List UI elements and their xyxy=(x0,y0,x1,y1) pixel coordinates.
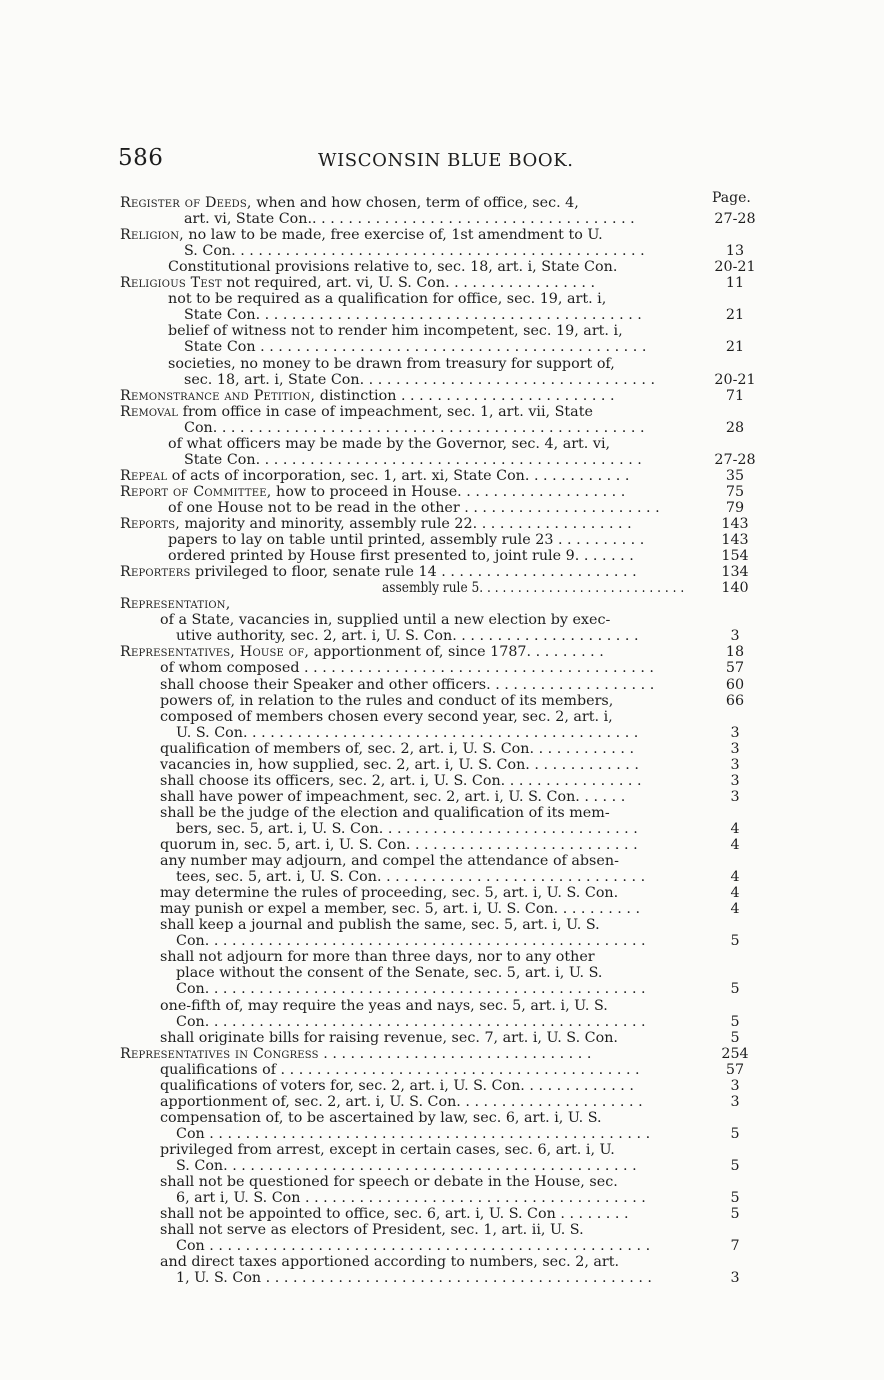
index-line xyxy=(0,580,884,596)
page-reference: 7 xyxy=(730,1238,740,1255)
index-entry-text xyxy=(160,885,618,901)
index-entry-text xyxy=(120,468,629,484)
index-entry-detail: apportionment of, since 1787. . . . . . . . . xyxy=(309,644,604,661)
index-entry-text xyxy=(168,532,644,548)
index-line xyxy=(0,693,884,709)
page-reference: 5 xyxy=(730,981,740,998)
page-reference: 154 xyxy=(721,548,749,565)
index-entry-detail: place without the consent of the Senate, sec. 5, art. i, U. S. xyxy=(176,965,603,982)
page-reference: 134 xyxy=(721,564,749,581)
index-entry-text xyxy=(176,1014,646,1030)
index-entry-text xyxy=(168,291,606,307)
index-entry-text xyxy=(120,516,632,532)
index-entry-text xyxy=(160,917,600,933)
index-entry-detail: State Con. . . . . . . . . . . . . . . . . . . . . . . . . . . . . . . . . . . . . . . . . . . xyxy=(184,451,642,468)
index-line xyxy=(0,532,884,548)
index-entry-detail: not to be required as a qualification for office, sec. 19, art. i, xyxy=(168,291,607,308)
index-heading: Remonstrance and Petition, xyxy=(120,387,316,404)
index-entry-detail: privileged from arrest, except in certain cases, sec. 6, art. i, U. xyxy=(160,1141,615,1158)
index-entry-text xyxy=(160,1142,615,1158)
index-entry-text xyxy=(120,388,615,404)
page-reference: 79 xyxy=(725,499,745,516)
index-entry-text xyxy=(160,1078,634,1094)
index-line xyxy=(0,1030,884,1046)
index-entry-text xyxy=(160,805,610,821)
index-entry-detail: shall not be appointed to office, sec. 6, art. i, U. S. Con . . . . . . . . xyxy=(160,1206,629,1223)
page-reference: 3 xyxy=(730,756,740,773)
index-entry-text xyxy=(160,1222,584,1238)
index-line xyxy=(0,853,884,869)
index-line xyxy=(0,677,884,693)
page-reference: 21 xyxy=(725,307,745,324)
index-entry-text xyxy=(160,693,613,709)
index-line xyxy=(0,323,884,339)
index-entry-detail: of a State, vacancies in, supplied until a new election by exec- xyxy=(160,612,611,629)
index-entry-detail: shall be the judge of the election and qualification of its mem- xyxy=(160,804,610,821)
page-reference: 60 xyxy=(725,676,745,693)
index-entry-detail: composed of members chosen every second year, sec. 2, art. i, xyxy=(160,708,613,725)
index-line xyxy=(0,757,884,773)
index-entry-detail: may punish or expel a member, sec. 5, art. i, U. S. Con. . . . . . . . . . xyxy=(160,901,641,918)
index-entry-text xyxy=(120,195,579,211)
index-heading: Removal xyxy=(120,403,179,420)
index-line xyxy=(0,1094,884,1110)
index-entry-text xyxy=(184,211,635,227)
page-column-header: Page. xyxy=(712,190,751,206)
index-line xyxy=(0,468,884,484)
index-entry-detail: shall choose its officers, sec. 2, art. i, U. S. Con. . . . . . . . . . . . . . . . xyxy=(160,772,642,789)
page-reference: 5 xyxy=(730,1206,740,1223)
index-entry-text xyxy=(160,1062,640,1078)
index-line xyxy=(0,436,884,452)
index-line xyxy=(0,981,884,997)
index-entry-detail: majority and minority, assembly rule 22. . . . . . . . . . . . . . . . . . xyxy=(180,516,632,532)
index-entry-text xyxy=(176,1238,650,1254)
index-entry-text xyxy=(176,725,638,741)
index-entry-detail: vacancies in, how supplied, sec. 2, art. i, U. S. Con. . . . . . . . . . . . . xyxy=(160,756,639,773)
index-line xyxy=(0,548,884,564)
index-entry-text xyxy=(160,1094,643,1110)
index-line xyxy=(0,789,884,805)
index-entry-detail: shall not adjourn for more than three days, nor to any other xyxy=(160,949,595,966)
index-line xyxy=(0,773,884,789)
page-reference: 5 xyxy=(730,1190,740,1207)
index-entry-text xyxy=(160,773,642,789)
index-entry-detail: compensation of, to be ascertained by law, sec. 6, art. i, U. S. xyxy=(160,1109,602,1126)
index-entry-text xyxy=(120,484,625,500)
index-entry-detail: ordered printed by House first presented to, joint rule 9. . . . . . . xyxy=(168,548,634,565)
index-entry-detail: bers, sec. 5, art. i, U. S. Con. . . . . . . . . . . . . . . . . . . . . . . . . . . . . xyxy=(176,820,638,837)
index-heading: Reports, xyxy=(120,516,181,532)
index-entry-detail: papers to lay on table until printed, assembly rule 23 . . . . . . . . . . xyxy=(168,532,645,549)
index-entry-detail: shall have power of impeachment, sec. 2, art. i, U. S. Con. . . . . . xyxy=(160,788,626,805)
index-entry-detail: Con. . . . . . . . . . . . . . . . . . . . . . . . . . . . . . . . . . . . . . . . . . . . . . . . . xyxy=(176,933,646,950)
index-line xyxy=(0,339,884,355)
index-entry-text xyxy=(176,1190,646,1206)
index-line xyxy=(0,901,884,917)
index-heading: Religion, xyxy=(120,227,184,244)
index-line xyxy=(0,885,884,901)
page-reference: 4 xyxy=(730,820,740,837)
index-line xyxy=(0,596,884,612)
index-entry-text xyxy=(168,356,615,372)
index-entry-text xyxy=(176,981,646,997)
index-entry-text xyxy=(176,1126,650,1142)
page-reference: 5 xyxy=(730,1125,740,1142)
index-entry-text xyxy=(120,564,637,580)
index-line xyxy=(0,1126,884,1142)
index-line xyxy=(0,1206,884,1222)
index-line xyxy=(0,998,884,1014)
index-entry-text xyxy=(160,837,638,853)
page-reference: 5 xyxy=(730,1029,740,1046)
page-reference: 5 xyxy=(730,1013,740,1030)
page-reference: 57 xyxy=(725,1061,745,1078)
page-reference: 20-21 xyxy=(714,259,756,276)
index-entry-detail: belief of witness not to render him incompetent, sec. 19, art. i, xyxy=(168,323,623,340)
page-reference: 3 xyxy=(730,1077,740,1094)
index-line xyxy=(0,1222,884,1238)
index-entry-text xyxy=(184,243,645,259)
index-entry-detail: qualifications of voters for, sec. 2, art. i, U. S. Con. . . . . . . . . . . . . xyxy=(160,1077,634,1094)
index-entry-detail: and direct taxes apportioned according to numbers, sec. 2, art. xyxy=(160,1254,620,1271)
index-entry-detail: when and how chosen, term of office, sec. 4, xyxy=(251,195,579,211)
index-line xyxy=(0,612,884,628)
index-line xyxy=(0,1046,884,1062)
index-entry-text xyxy=(120,596,230,612)
index-entry-detail: Con. . . . . . . . . . . . . . . . . . . . . . . . . . . . . . . . . . . . . . . . . . . . . . . . . xyxy=(176,981,646,998)
index-entry-detail: Con . . . . . . . . . . . . . . . . . . . . . . . . . . . . . . . . . . . . . . . . . . . . . . . . . xyxy=(176,1125,651,1142)
index-entry-detail: how to proceed in House. . . . . . . . . . . . . . . . . . . xyxy=(271,483,626,500)
index-entry-detail: Constitutional provisions relative to, sec. 18, art. i, State Con. xyxy=(168,259,618,276)
page-reference: 5 xyxy=(730,1158,740,1174)
page-reference: 5 xyxy=(730,933,740,950)
index-entry-text xyxy=(176,628,639,644)
page-reference: 71 xyxy=(725,387,745,404)
index-entry-detail: shall keep a journal and publish the same, sec. 5, art. i, U. S. xyxy=(160,917,600,934)
index-entry-text xyxy=(168,323,623,339)
index-entry-detail: not required, art. vi, U. S. Con. . . . . . . . . . . . . . . . . xyxy=(221,275,596,292)
index-entry-text xyxy=(382,580,684,596)
page-reference: 3 xyxy=(730,628,740,645)
index-line xyxy=(0,1174,884,1190)
index-line xyxy=(0,1270,884,1286)
index-line xyxy=(0,965,884,981)
index-entry-text xyxy=(184,452,642,468)
index-entry-text xyxy=(120,644,604,660)
page-reference: 57 xyxy=(725,660,745,677)
index-entry-detail: apportionment of, sec. 2, art. i, U. S. Con. . . . . . . . . . . . . . . . . . . . . xyxy=(160,1093,643,1110)
index-heading: Religious Test xyxy=(120,275,222,292)
index-entry-detail: shall not be questioned for speech or debate in the House, sec. xyxy=(160,1174,618,1191)
index-line xyxy=(0,1238,884,1254)
index-entry-detail: may determine the rules of proceeding, sec. 5, art. i, U. S. Con. xyxy=(160,885,619,902)
index-entry-text xyxy=(160,1174,618,1190)
index-entry-text xyxy=(176,965,602,981)
index-line xyxy=(0,1078,884,1094)
index-line xyxy=(0,741,884,757)
index-entry-text xyxy=(168,436,610,452)
page-reference: 13 xyxy=(725,243,745,260)
index-entry-detail: qualification of members of, sec. 2, art. i, U. S. Con. . . . . . . . . . . . xyxy=(160,740,635,757)
index-line xyxy=(0,644,884,660)
index-entry-detail: S. Con. . . . . . . . . . . . . . . . . . . . . . . . . . . . . . . . . . . . . . . . . . . . . . xyxy=(184,243,645,260)
index-line xyxy=(0,195,884,211)
index-line xyxy=(0,291,884,307)
index-entry-detail: of acts of incorporation, sec. 1, art. xi, State Con. . . . . . . . . . . . xyxy=(167,467,630,484)
page-reference: 3 xyxy=(730,1093,740,1110)
page-reference: 18 xyxy=(725,644,745,661)
index-entry-text xyxy=(160,853,619,869)
index-line xyxy=(0,243,884,259)
page-number: 586 xyxy=(118,145,164,171)
index-entry-text xyxy=(160,1110,602,1126)
index-line xyxy=(0,227,884,243)
page-reference: 75 xyxy=(725,483,745,500)
index-entry-detail: assembly rule 5. . . . . . . . . . . . . . . . . . . . . . . . . . . xyxy=(382,580,685,597)
page-reference: 4 xyxy=(730,837,740,853)
index-entry-detail: art. vi, State Con.. . . . . . . . . . . . . . . . . . . . . . . . . . . . . . . . . . . . xyxy=(184,211,635,228)
index-heading: Representatives, House of, xyxy=(120,644,310,661)
index-entry-text xyxy=(120,227,603,243)
page-reference: 3 xyxy=(730,772,740,789)
page-reference: 4 xyxy=(730,901,740,918)
index-line xyxy=(0,949,884,965)
index-entry-text xyxy=(160,998,608,1014)
index-entry-text xyxy=(120,275,595,291)
index-heading: Reporters xyxy=(120,564,191,581)
index-entry-detail: one-fifth of, may require the yeas and nays, sec. 5, art. i, U. S. xyxy=(160,997,608,1014)
index-entry-text xyxy=(160,709,613,725)
index-entry-text xyxy=(160,1206,629,1222)
index-entry-detail: societies, no money to be drawn from treasury for support of, xyxy=(168,355,615,372)
index-entry-detail: of what officers may be made by the Governor, sec. 4, art. vi, xyxy=(168,435,611,452)
index-line xyxy=(0,1110,884,1126)
index-line xyxy=(0,372,884,388)
index-entry-detail: Con. . . . . . . . . . . . . . . . . . . . . . . . . . . . . . . . . . . . . . . . . . . . . . . . xyxy=(184,419,645,436)
page-reference: 20-21 xyxy=(714,371,756,388)
index-entry-text xyxy=(160,949,595,965)
page-reference: 140 xyxy=(721,580,749,597)
index-line xyxy=(0,805,884,821)
index-heading: Report of Committee, xyxy=(120,483,272,500)
page-reference: 143 xyxy=(721,516,749,532)
index-line xyxy=(0,420,884,436)
index-line xyxy=(0,356,884,372)
index-line xyxy=(0,275,884,291)
page-reference: 28 xyxy=(725,419,745,436)
index-entry-detail: shall not serve as electors of President, sec. 1, art. ii, U. S. xyxy=(160,1222,584,1239)
index-heading: Register of Deeds, xyxy=(120,195,252,211)
page-reference: 4 xyxy=(730,885,740,902)
index-entry-detail: of whom composed . . . . . . . . . . . . . . . . . . . . . . . . . . . . . . . . . . . . . . . xyxy=(160,660,654,677)
index-entry-detail: Con . . . . . . . . . . . . . . . . . . . . . . . . . . . . . . . . . . . . . . . . . . . . . . . . . xyxy=(176,1238,651,1255)
index-heading: Representatives in Congress xyxy=(120,1045,319,1062)
page-reference: 27-28 xyxy=(714,211,756,228)
index-entry-text xyxy=(160,1030,618,1046)
index-line xyxy=(0,1014,884,1030)
index-entry-detail: distinction . . . . . . . . . . . . . . . . . . . . . . . . xyxy=(315,387,615,404)
page-reference: 66 xyxy=(725,692,745,709)
index-entry-detail: powers of, in relation to the rules and conduct of its members, xyxy=(160,692,614,709)
index-line xyxy=(0,516,884,532)
index-line xyxy=(0,404,884,420)
index-entry-text xyxy=(184,339,646,355)
index-entry-detail: sec. 18, art. i, State Con. . . . . . . . . . . . . . . . . . . . . . . . . . . . . . . . . xyxy=(184,371,655,388)
index-line xyxy=(0,211,884,227)
index-line xyxy=(0,869,884,885)
index-heading: Repeal xyxy=(120,467,168,484)
index-line xyxy=(0,484,884,500)
index-line xyxy=(0,1158,884,1174)
index-entry-text xyxy=(176,821,638,837)
index-entry-detail: U. S. Con. . . . . . . . . . . . . . . . . . . . . . . . . . . . . . . . . . . . . . . . . . . . xyxy=(176,724,639,741)
index-entry-text xyxy=(160,901,640,917)
index-line xyxy=(0,709,884,725)
index-entry-text xyxy=(176,1158,637,1174)
index-line xyxy=(0,259,884,275)
index-entry-detail: no law to be made, free exercise of, 1st amendment to U. xyxy=(183,227,603,244)
index-entry-detail: tees, sec. 5, art. i, U. S. Con. . . . . . . . . . . . . . . . . . . . . . . . . . . . . . xyxy=(176,869,646,886)
index-entry-detail: qualifications of . . . . . . . . . . . . . . . . . . . . . . . . . . . . . . . . . . . . . . . . xyxy=(160,1061,640,1078)
index-entry-detail: State Con. . . . . . . . . . . . . . . . . . . . . . . . . . . . . . . . . . . . . . . . . . . xyxy=(184,307,642,324)
index-line xyxy=(0,500,884,516)
index-entry-detail: of one House not to be read in the other . . . . . . . . . . . . . . . . . . . . . . xyxy=(168,499,660,516)
index-entry-detail: S. Con. . . . . . . . . . . . . . . . . . . . . . . . . . . . . . . . . . . . . . . . . . . . . . xyxy=(176,1158,637,1174)
page-reference: 35 xyxy=(725,467,745,484)
index-line xyxy=(0,1062,884,1078)
index-entry-text xyxy=(160,660,654,676)
index-line xyxy=(0,452,884,468)
running-head: WISCONSIN BLUE BOOK. xyxy=(318,150,574,171)
page-reference: 3 xyxy=(730,1270,740,1287)
index-entry-text xyxy=(120,404,593,420)
index-entry-detail: shall choose their Speaker and other officers. . . . . . . . . . . . . . . . . . . xyxy=(160,676,655,693)
index-line xyxy=(0,1190,884,1206)
index-entry-detail: quorum in, sec. 5, art. i, U. S. Con. . . . . . . . . . . . . . . . . . . . . . . . . . xyxy=(160,837,638,853)
page-reference: 254 xyxy=(721,1045,749,1062)
page-reference: 11 xyxy=(725,275,745,292)
index-entry-text xyxy=(184,307,642,323)
index-line xyxy=(0,917,884,933)
page-reference: 3 xyxy=(730,724,740,741)
index-entry-text xyxy=(184,372,655,388)
page-reference: 3 xyxy=(730,788,740,805)
index-entry-text xyxy=(160,741,634,757)
index-entry-text xyxy=(168,259,617,275)
index-entry-text xyxy=(160,1254,619,1270)
index-entry-detail: . . . . . . . . . . . . . . . . . . . . . . . . . . . . . . xyxy=(318,1045,592,1062)
index-entry-detail: privileged to floor, senate rule 14 . . . . . . . . . . . . . . . . . . . . . . xyxy=(190,564,637,581)
index-entry-detail: shall originate bills for raising revenue, sec. 7, art. i, U. S. Con. xyxy=(160,1029,618,1046)
index-entry-detail: utive authority, sec. 2, art. i, U. S. Con. . . . . . . . . . . . . . . . . . . . . xyxy=(176,628,639,645)
index-line xyxy=(0,933,884,949)
page-reference: 4 xyxy=(730,869,740,886)
index-entry-text xyxy=(184,420,645,436)
page-reference: 27-28 xyxy=(714,451,756,468)
index-entry-text xyxy=(160,612,610,628)
index-entry-detail: any number may adjourn, and compel the attendance of absen- xyxy=(160,853,619,870)
page-reference: 21 xyxy=(725,339,745,356)
index-line xyxy=(0,388,884,404)
index-line xyxy=(0,660,884,676)
index-line xyxy=(0,1254,884,1270)
page-reference: 143 xyxy=(721,532,749,549)
index-entry-text xyxy=(120,1046,591,1062)
page-reference: 3 xyxy=(730,740,740,757)
index-line xyxy=(0,628,884,644)
index-entry-text xyxy=(160,677,654,693)
index-heading: Representation, xyxy=(120,596,231,613)
index-entry-text xyxy=(168,548,634,564)
index-entry-text xyxy=(176,1270,652,1286)
index-entry-text xyxy=(168,500,660,516)
index-line xyxy=(0,564,884,580)
index-entry-detail: Con. . . . . . . . . . . . . . . . . . . . . . . . . . . . . . . . . . . . . . . . . . . . . . . . . xyxy=(176,1013,646,1030)
index-line xyxy=(0,1142,884,1158)
index-entry-detail: State Con . . . . . . . . . . . . . . . . . . . . . . . . . . . . . . . . . . . . . . . . . . . xyxy=(184,339,647,356)
index-entry-detail: from office in case of impeachment, sec. 1, art. vii, State xyxy=(178,403,593,420)
index-entry-text xyxy=(176,933,646,949)
index-line xyxy=(0,821,884,837)
index-entry-detail: 6, art i, U. S. Con . . . . . . . . . . . . . . . . . . . . . . . . . . . . . . . . . . . . . . xyxy=(176,1190,646,1207)
index-line xyxy=(0,307,884,323)
index-line xyxy=(0,837,884,853)
index-entry-text xyxy=(176,869,645,885)
index-line xyxy=(0,725,884,741)
index-entry-detail: 1, U. S. Con . . . . . . . . . . . . . . . . . . . . . . . . . . . . . . . . . . . . . . . . . . . xyxy=(176,1270,652,1287)
index-entry-text xyxy=(160,757,639,773)
index-entry-text xyxy=(160,789,625,805)
